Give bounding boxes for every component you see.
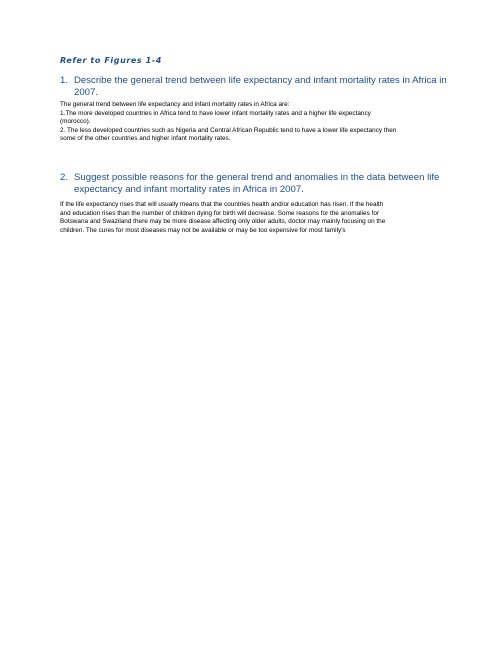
answer-1-line: (morocco). xyxy=(60,118,91,125)
answer-2 xyxy=(60,201,455,235)
answer-2-line: and education rises than the number of children dying for birth will decrease. Some reasons for the anomalies for xyxy=(60,209,379,217)
question-2-heading xyxy=(60,172,455,195)
answer-1 xyxy=(60,101,455,144)
question-2-number: 2. xyxy=(60,172,69,183)
question-1-number: 1. xyxy=(60,75,69,86)
answer-2-line: children. The cures for most diseases may not be available or may be too expensive for most family's xyxy=(60,226,346,234)
answer-1-line: some of the other countries and higher infant mortality rates. xyxy=(60,135,231,142)
answer-1-line: 2. The less developed countries such as Nigeria and Central African Republic tend to have a lower life expectancy then xyxy=(60,126,397,134)
question-2-text: Suggest possible reasons for the general trend and anomalies in the data between life expectancy and infant mortality rates in Africa in 2007. xyxy=(74,172,440,195)
answer-2-line: If the life expectancy rises that will usually means that the countries health and/or education has risen. If the health xyxy=(60,201,384,208)
question-1-text: Describe the general trend between life expectancy and infant mortality rates in Africa in 2007. xyxy=(74,75,447,98)
answer-2-line: Botswana and Swaziland there may be more disease affecting only older adults, doctor may mainly focusing on the xyxy=(60,218,386,225)
question-1-heading xyxy=(60,75,455,98)
refer-heading: Refer to Figures 1-4 xyxy=(60,56,162,65)
answer-1-line: The general trend between life expectancy and infant mortality rates in Africa are: xyxy=(60,101,290,108)
answer-1-line: 1.The more developed countries in Africa tend to have lower infant mortality rates and a higher life expectancy xyxy=(60,109,371,117)
